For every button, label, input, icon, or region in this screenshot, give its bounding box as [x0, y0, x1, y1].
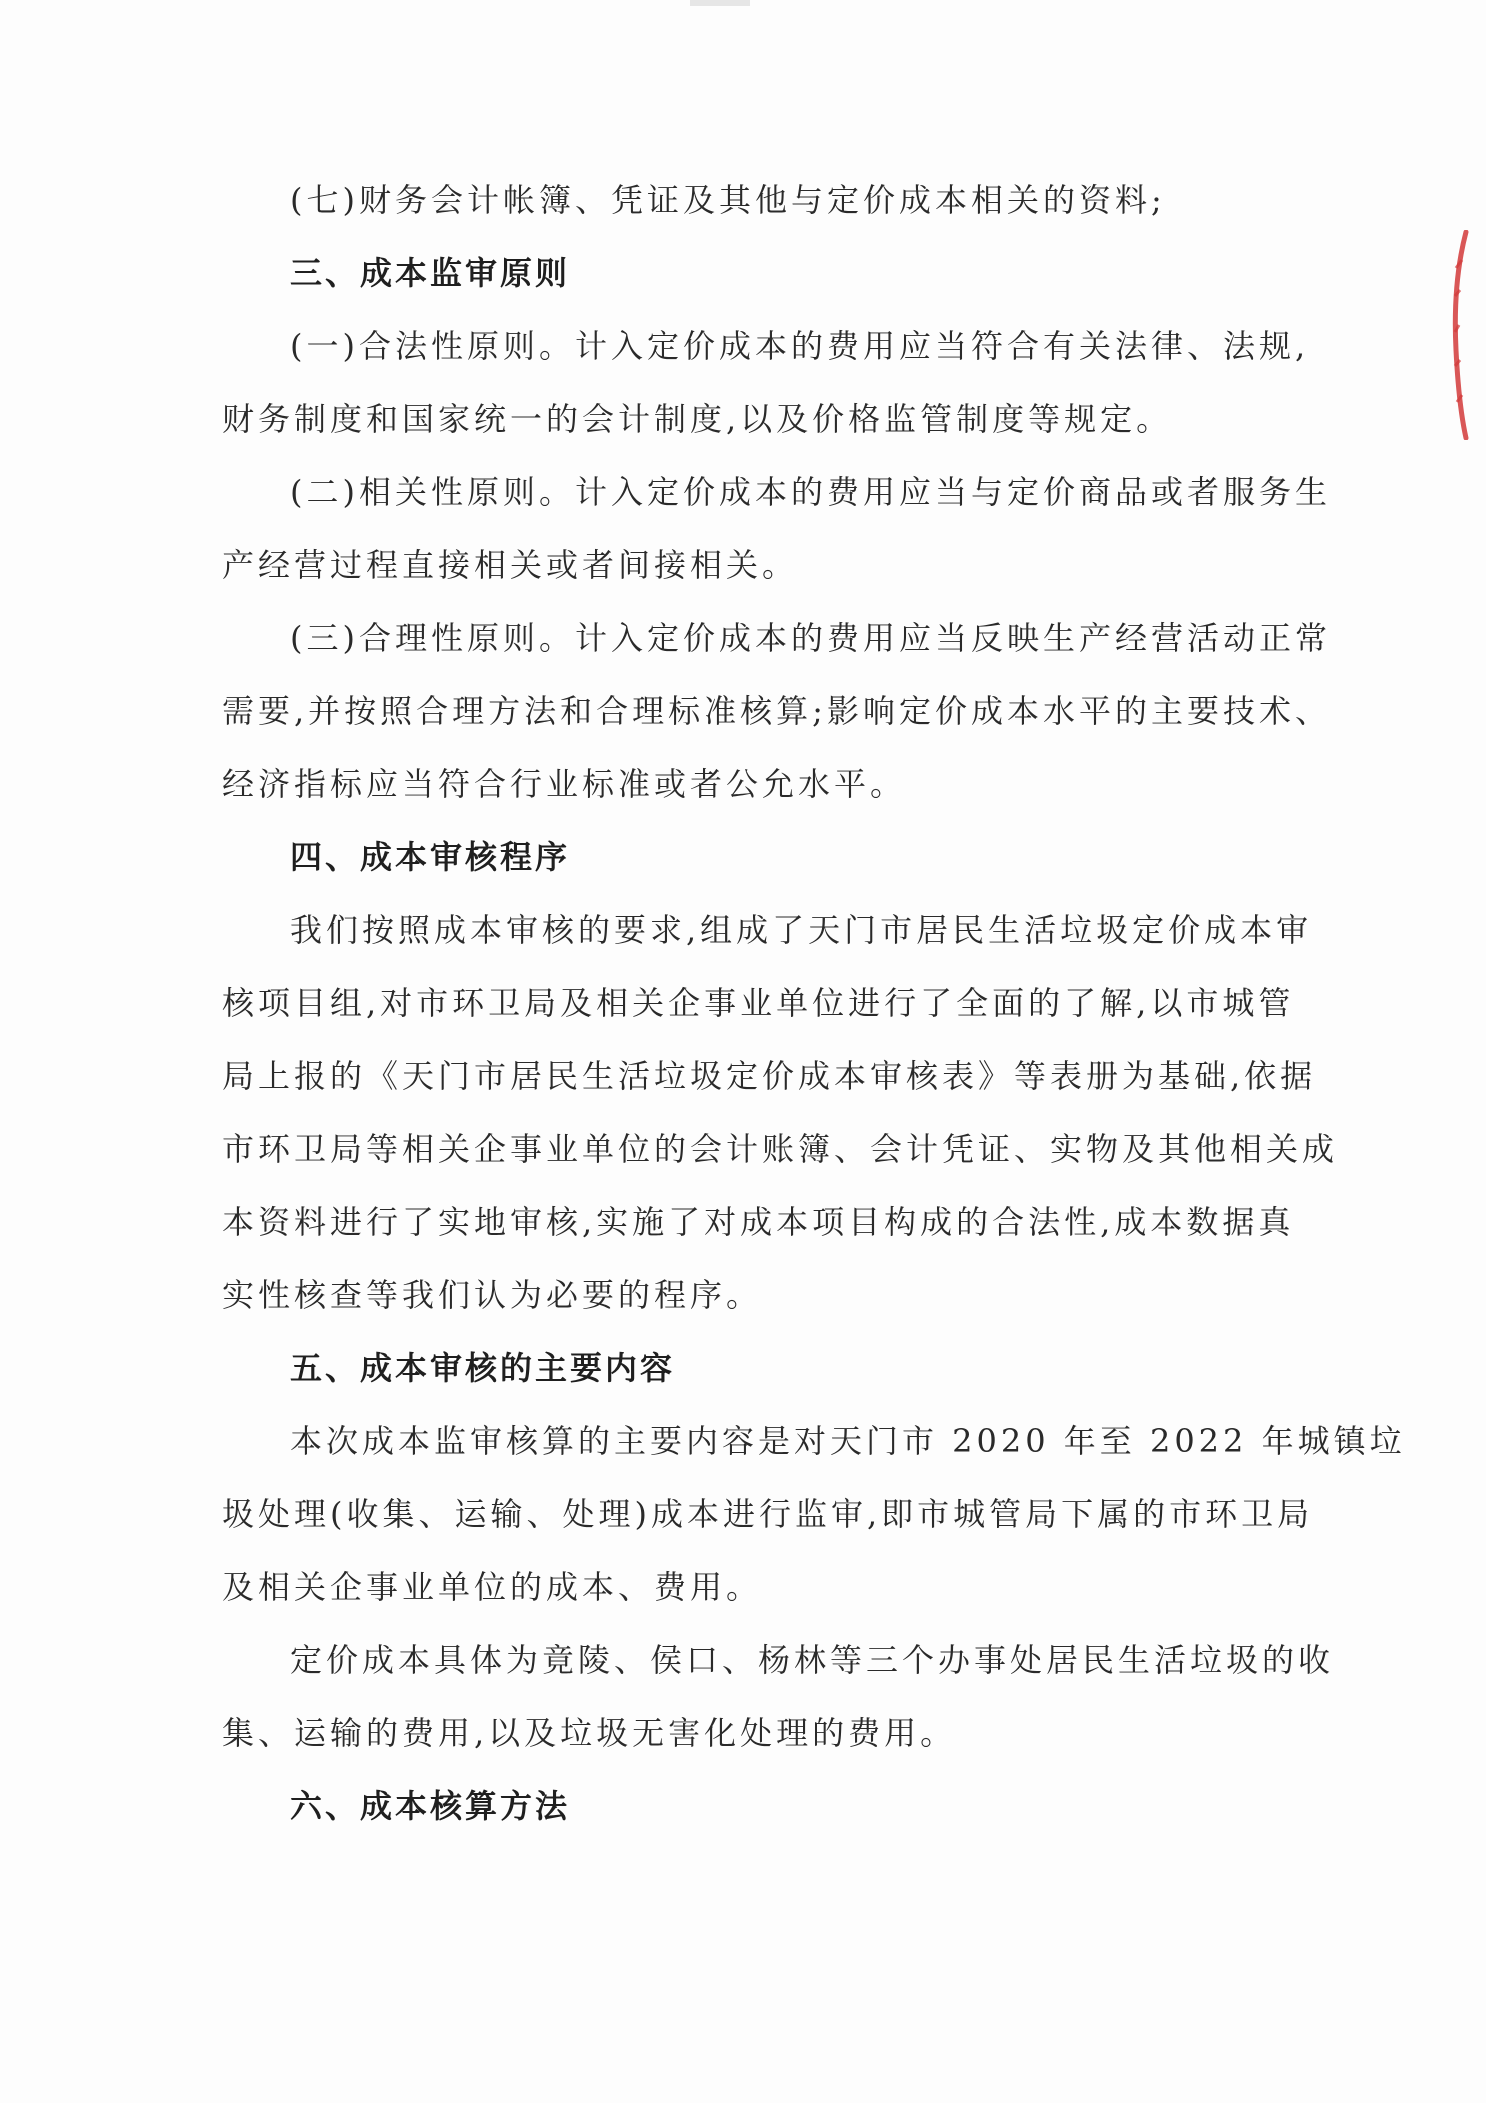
paragraph-line: 定价成本具体为竟陵、侯口、杨林等三个办事处居民生活垃圾的收	[290, 1641, 1335, 1679]
paragraph-line: 局上报的《天门市居民生活垃圾定价成本审核表》等表册为基础,依据	[222, 1057, 1317, 1095]
paragraph-line: 需要,并按照合理方法和合理标准核算;影响定价成本水平的主要技术、	[222, 692, 1331, 730]
scan-artifact	[690, 0, 750, 6]
paragraph-line: (三)合理性原则。计入定价成本的费用应当反映生产经营活动正常	[290, 619, 1331, 657]
paragraph-line: 我们按照成本审核的要求,组成了天门市居民生活垃圾定价成本审	[290, 911, 1313, 949]
paragraph-line: 本次成本监审核算的主要内容是对天门市 2020 年至 2022 年城镇垃	[290, 1422, 1406, 1460]
paragraph-line: 经济指标应当符合行业标准或者公允水平。	[222, 765, 907, 803]
paragraph-line: 实性核查等我们认为必要的程序。	[222, 1276, 763, 1314]
paragraph-line: 圾处理(收集、运输、处理)成本进行监审,即市城管局下属的市环卫局	[222, 1495, 1314, 1533]
paragraph-line: 产经营过程直接相关或者间接相关。	[222, 546, 799, 584]
paragraph-line: 核项目组,对市环卫局及相关企事业单位进行了全面的了解,以市城管	[222, 984, 1295, 1022]
section-heading: 三、成本监审原则	[290, 254, 571, 292]
paragraph-line: 市环卫局等相关企事业单位的会计账簿、会计凭证、实物及其他相关成	[222, 1130, 1339, 1168]
paragraph-line: 集、运输的费用,以及垃圾无害化处理的费用。	[222, 1714, 957, 1752]
section-heading: 五、成本审核的主要内容	[290, 1349, 676, 1387]
section-heading: 六、成本核算方法	[290, 1787, 571, 1825]
paragraph-line: (一)合法性原则。计入定价成本的费用应当符合有关法律、法规,	[290, 327, 1310, 365]
paragraph-line: 及相关企事业单位的成本、费用。	[222, 1568, 763, 1606]
paragraph-line: 本资料进行了实地审核,实施了对成本项目构成的合法性,成本数据真	[222, 1203, 1295, 1241]
paragraph-line: (七)财务会计帐簿、凭证及其他与定价成本相关的资料;	[290, 181, 1166, 219]
paragraph-line: 财务制度和国家统一的会计制度,以及价格监管制度等规定。	[222, 400, 1173, 438]
section-heading: 四、成本审核程序	[290, 838, 571, 876]
seal-stamp-edge	[1448, 230, 1470, 440]
paragraph-line: (二)相关性原则。计入定价成本的费用应当与定价商品或者服务生	[290, 473, 1331, 511]
